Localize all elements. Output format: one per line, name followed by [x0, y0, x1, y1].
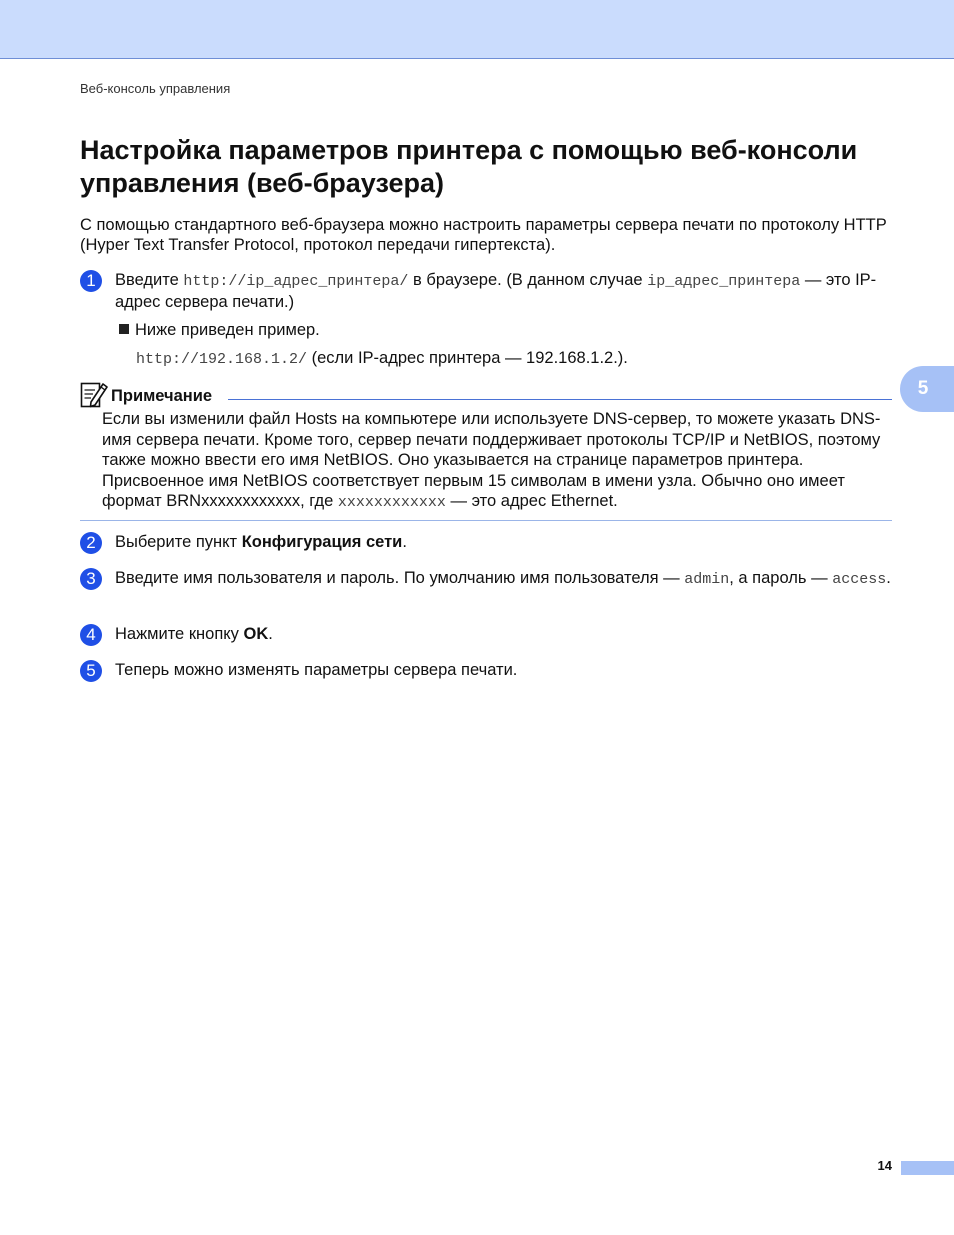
intro-paragraph: С помощью стандартного веб-браузера можно настроить параметры сервера печати по протоколу HTTP (Hyper Text Transfer Protocol, протокол передачи гипертекста).: [80, 216, 887, 254]
note-heading: Примечание: [111, 387, 213, 405]
ip-placeholder: ip_адрес_принтера: [647, 273, 801, 290]
page-title: Настройка параметров принтера с помощью веб-консоли управления (веб-браузера): [80, 135, 858, 198]
running-header: Веб-консоль управления: [80, 81, 231, 96]
example-url: http://192.168.1.2/: [136, 351, 308, 368]
step-1-text: Введите http://ip_адрес_принтера/ в браузере. (В данном случае ip_адрес_принтера — это IP-адрес сервера печати.): [115, 271, 877, 311]
note-divider-bottom: [80, 520, 892, 521]
chapter-tab: 5: [900, 366, 954, 412]
step-number-4: 4: [80, 624, 102, 646]
default-username: admin: [684, 571, 730, 588]
page-footer-bar: [901, 1161, 954, 1175]
note-divider-top: [228, 399, 892, 400]
note-pencil-icon: [80, 380, 108, 408]
step-number-5: 5: [80, 660, 102, 682]
step-2-text: Выберите пункт Конфигурация сети.: [115, 533, 407, 551]
ok-label: OK: [243, 625, 269, 643]
step-number-3: 3: [80, 568, 102, 590]
square-bullet-icon: [119, 324, 129, 334]
page-number: 14: [877, 1158, 892, 1173]
step-number-2: 2: [80, 532, 102, 554]
step-number-1: 1: [80, 270, 102, 292]
step-5-text: Теперь можно изменять параметры сервера печати.: [115, 661, 518, 679]
url-template: http://ip_адрес_принтера/: [183, 273, 409, 290]
note-body: Если вы изменили файл Hosts на компьютере или используете DNS-сервер, то можете указать DNS-имя сервера печати. Кроме того, сервер печати поддерживает протоколы TCP/IP и NetBIOS, поэтому также можно ввести его имя NetBIOS. Оно указывается на странице параметров принтера. Присвоенное имя NetBIOS соответствует первым 15 символам в имени узла. Обычно оно имеет формат BRNxxxxxxxxxxxx, где xxxxxxxxxxxx — это адрес Ethernet.: [102, 410, 881, 511]
top-header-band: [0, 0, 954, 59]
step-3-text: Введите имя пользователя и пароль. По умолчанию имя пользователя — admin, а пароль — access.: [115, 569, 891, 588]
ethernet-placeholder: xxxxxxxxxxxx: [337, 494, 446, 511]
default-password: access: [832, 571, 887, 588]
network-config-label: Конфигурация сети: [241, 533, 403, 551]
bullet-item: Ниже приведен пример.: [119, 320, 320, 340]
step-4-text: Нажмите кнопку OK.: [115, 625, 273, 643]
example-line: http://192.168.1.2/ (если IP-адрес принтера — 192.168.1.2.).: [136, 349, 628, 368]
